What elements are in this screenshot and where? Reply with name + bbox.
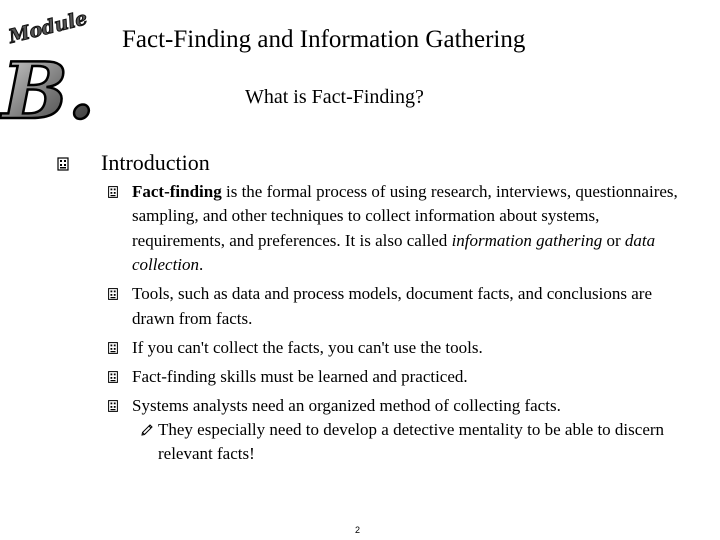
page-number: 2 [355, 525, 361, 535]
bullet-text: If you can't collect the facts, you can't use the tools. [132, 337, 483, 357]
term-bold: Fact-finding [132, 182, 222, 201]
bullet-text: is the formal process of using research, interviews, questionnaires, sampling, and other techniques to collect information about systems, requirements, and preferences. It is also called [132, 182, 678, 250]
keyboard-icon [108, 342, 118, 354]
module-b-logo [0, 0, 105, 125]
keyboard-icon [57, 157, 69, 171]
bullet-text: Fact-finding skills must be learned and practiced. [132, 366, 468, 386]
keyboard-icon [108, 400, 118, 412]
sub-list-item [108, 418, 688, 467]
sub-bullet-text: They especially need to develop a detective mentality to be able to discern relevant facts! [158, 420, 665, 464]
keyboard-icon [108, 288, 118, 300]
slide-title: Fact-Finding and Information Gathering [122, 26, 526, 53]
section-heading: Introduction [101, 150, 210, 175]
bullet-text: Systems analysts need an organized method of collecting facts. [132, 395, 561, 415]
pencil-icon [140, 423, 154, 437]
bullet-text: or [602, 230, 625, 250]
keyboard-icon [108, 371, 118, 383]
list-item [108, 336, 688, 360]
bullet-text: . [199, 255, 204, 275]
bullet-text: Tools, such as data and process models, document facts, and conclusions are drawn from facts. [132, 284, 653, 328]
list-item [108, 282, 688, 331]
term-italic: data collection [132, 230, 656, 275]
keyboard-icon [108, 186, 118, 198]
logo-b-text: B. [2, 46, 96, 125]
term-italic: information gathering [451, 230, 603, 250]
slide-subtitle: What is Fact-Finding? [245, 86, 424, 108]
list-item [108, 180, 688, 278]
list-item [108, 394, 688, 418]
logo-module-text: Module [6, 7, 90, 48]
list-item [108, 365, 688, 389]
bullet-list [108, 180, 688, 467]
